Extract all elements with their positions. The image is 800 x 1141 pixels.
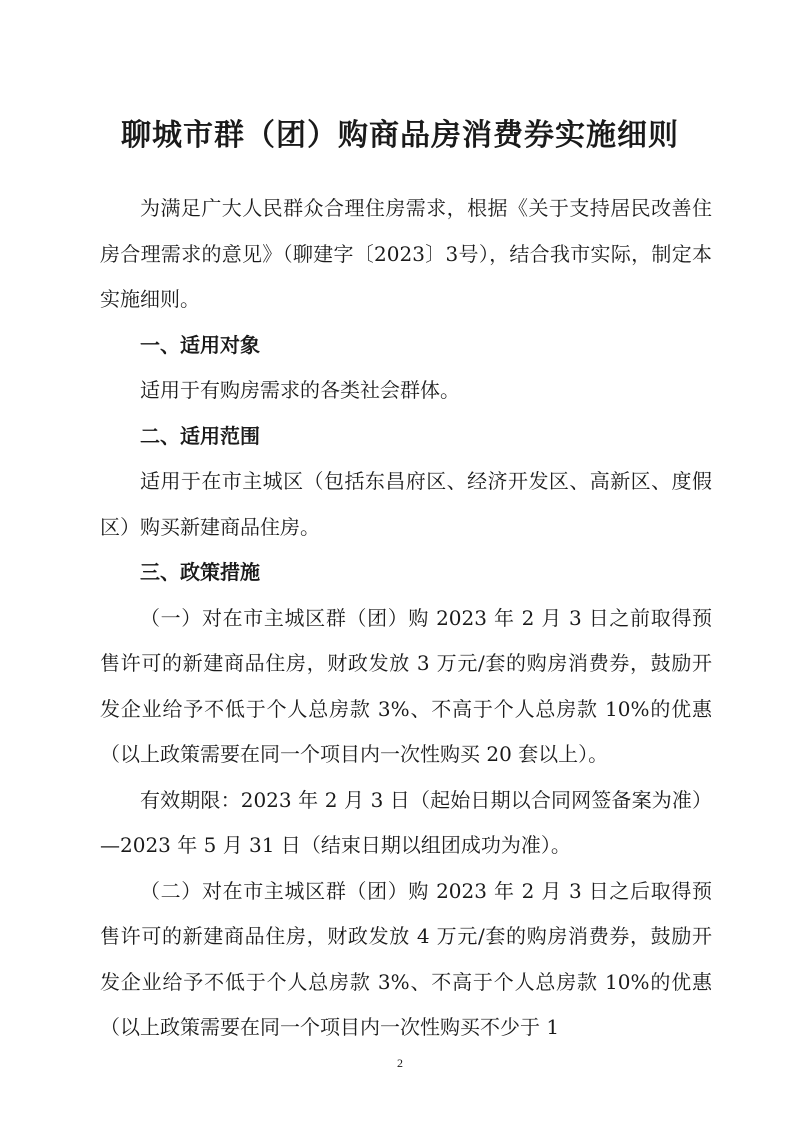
- policy-item-1: （一）对在市主城区群（团）购 2023 年 2 月 3 日之前取得预售许可的新建商品住房，财政发放 3 万元/套的购房消费券，鼓励开发企业给予不低于个人总房款 3%、不高于个人总房款 10%的优惠（以上政策需要在同一个项目内一次性购买 20 套以上）。: [100, 605, 712, 766]
- document-title: 聊城市群（团）购商品房消费券实施细则: [121, 118, 679, 153]
- section-heading-applicable-scope: 二、适用范围: [140, 423, 260, 448]
- section-heading-policy-measures: 三、政策措施: [140, 560, 260, 584]
- section-heading-applicable-objects: 一、适用对象: [140, 332, 260, 357]
- section-text-applicable-scope: 适用于在市主城区（包括东昌府区、经济开发区、高新区、度假区）购买新建商品住房。: [100, 469, 712, 539]
- section-text-applicable-objects: 适用于有购房需求的各类社会群体。: [140, 378, 460, 402]
- policy-validity-period: 有效期限：2023 年 2 月 3 日（起始日期以合同网签备案为准）—2023 年 5 月 31 日（结束日期以组团成功为准）。: [100, 787, 712, 857]
- document-body: [100, 186, 712, 1051]
- intro-paragraph: 为满足广大人民群众合理住房需求，根据《关于支持居民改善住房合理需求的意见》（聊建字〔2023〕3号），结合我市实际，制定本实施细则。: [100, 196, 712, 311]
- page-number: 2: [397, 1056, 403, 1070]
- policy-item-2: （二）对在市主城区群（团）购 2023 年 2 月 3 日之后取得预售许可的新建商品住房，财政发放 4 万元/套的购房消费券，鼓励开发企业给予不低于个人总房款 3%、不高于个人总房款 10%的优惠（以上政策需要在同一个项目内一次性购买不少于 1: [100, 878, 712, 1039]
